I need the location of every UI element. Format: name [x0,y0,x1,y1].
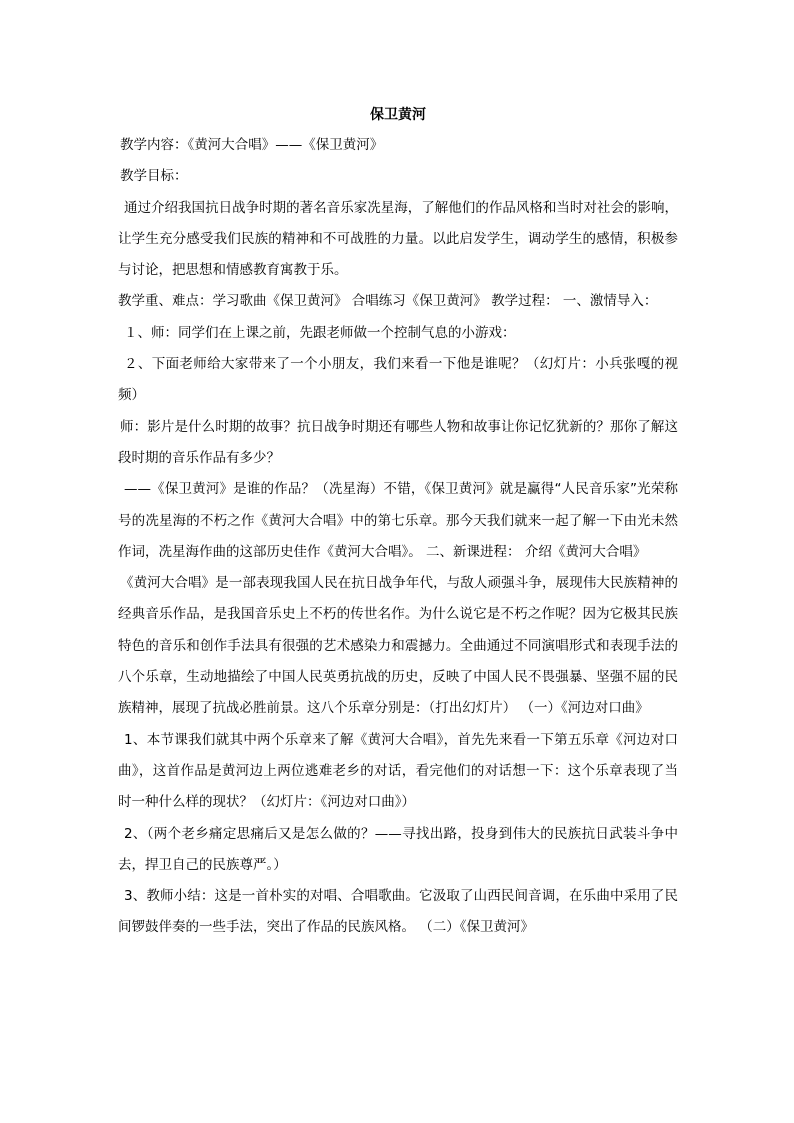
document-title: 保卫黄河 [370,107,426,123]
paragraph-step-1: １、师：同学们在上课之前，先跟老师做一个控制气息的小游戏： [124,324,516,341]
document-page [118,100,678,944]
paragraph-objectives: 通过介绍我国抗日战争时期的著名音乐家冼星海，了解他们的作品风格和当时对社会的影响，让学生充分感受我们民族的精神和不可战胜的力量。以此启发学生，调动学生的感情，积极参与讨论，把思想和情感教育寓教于乐。 [118,199,678,279]
paragraph-objectives-heading: 教学目标： [120,168,188,185]
paragraph-movement-1: 1、本节课我们就其中两个乐章来了解《黄河大合唱》，首先先来看一下第五乐章《河边对口曲》，这首作品是黄河边上两位逃难老乡的对话，看完他们的对话想一下：这个乐章表现了当时一种什么样的现状？（幻灯片：《河边对口曲》） [118,731,678,811]
paragraph-step-2: ２、下面老师给大家带来了一个小朋友，我们来看一下他是谁呢？（幻灯片：小兵张嘎的视频） [118,356,678,404]
paragraph-summary: 3、教师小结：这是一首朴实的对唱、合唱歌曲。它汲取了山西民间音调，在乐曲中采用了民间锣鼓伴奏的一些手法，突出了作品的民族风格。 （二）《保卫黄河》 [118,888,678,936]
paragraph-content: 教学内容：《黄河大合唱》——《保卫黄河》 [120,137,384,153]
paragraph-introduction: ——《保卫黄河》是谁的作品？（冼星海）不错，《保卫黄河》就是赢得“人民音乐家”光荣称号的冼星海的不朽之作《黄河大合唱》中的第七乐章。那今天我们就来一起了解一下由光未然作词，冼星海作曲的这部历史佳作《黄河大合唱》。 二、新课进程： 介绍《黄河大合唱》 [118,481,678,560]
paragraph-movement-2: 2、（两个老乡痛定思痛后又是怎么做的？——寻找出路，投身到伟大的民族抗日武装斗争中去，捍卫自己的民族尊严。） [118,825,678,873]
paragraph-yellow-river-cantata: 《黄河大合唱》是一部表现我国人民在抗日战争年代，与敌人顽强斗争，展现伟大民族精神的经典音乐作品，是我国音乐史上不朽的传世名作。为什么说它是不朽之作呢？因为它极其民族特色的音乐和创作手法具有很强的艺术感染力和震撼力。全曲通过不同演唱形式和表现手法的八个乐章，生动地描绘了中国人民英勇抗战的历史，反映了中国人民不畏强暴、坚强不屈的民族精神，展现了抗战必胜前景。这八个乐章分别是：（打出幻灯片） （一）《河边对口曲》 [118,575,678,717]
paragraph-teacher-question: 师：影片是什么时期的故事？抗日战争时期还有哪些人物和故事让你记忆犹新的？那你了解这段时期的音乐作品有多少？ [118,418,678,466]
paragraph-key-points: 教学重、难点：学习歌曲《保卫黄河》 合唱练习《保卫黄河》 教学过程： 一、激情导入： [118,293,658,310]
